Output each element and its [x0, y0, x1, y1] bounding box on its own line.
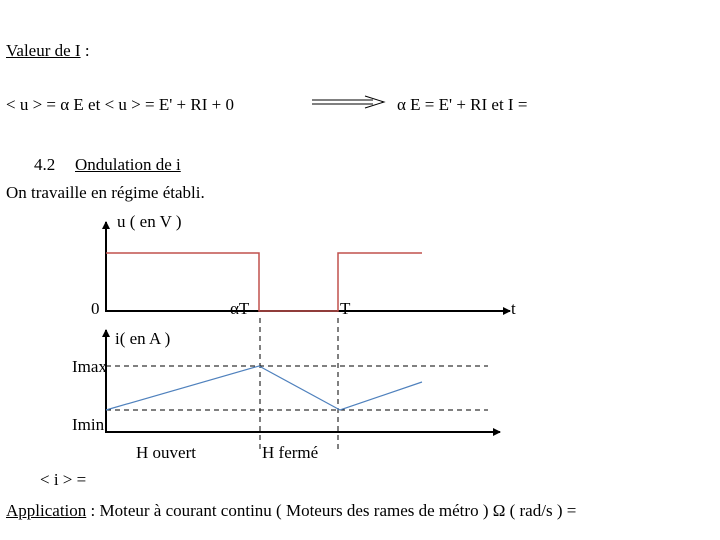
application-text: : Moteur à courant continu ( Moteurs des rames de métro ) Ω ( rad/s ) =	[86, 501, 577, 520]
voltage-signal	[106, 253, 422, 311]
regime-text: On travaille en régime établi.	[6, 183, 205, 202]
imin-label: Imin	[72, 415, 105, 434]
valeur-label: Valeur de I	[6, 41, 81, 60]
implication-arrow-icon	[312, 96, 384, 108]
imax-label: Imax	[72, 357, 107, 376]
application-label: Application	[6, 501, 87, 520]
section-title: Ondulation de i	[75, 155, 181, 174]
origin-label: 0	[91, 299, 100, 318]
time-axis-label: t	[511, 299, 516, 318]
mean-voltage-equation: < u > = α E et < u > = E' + RI + 0	[6, 95, 234, 114]
section-number: 4.2	[34, 155, 56, 174]
valeur-colon: :	[80, 41, 90, 60]
current-axis-label: i( en A )	[115, 329, 171, 348]
voltage-axis-label: u ( en V )	[117, 212, 182, 231]
period-label: T	[340, 299, 351, 318]
alpha-t-label: αT	[230, 299, 250, 318]
mean-current-line: < i > =	[40, 470, 87, 489]
h-closed-label: H fermé	[262, 443, 319, 462]
alpha-e-equation: α E = E' + RI et I =	[397, 95, 528, 114]
h-open-label: H ouvert	[136, 443, 196, 462]
current-signal	[106, 366, 422, 410]
